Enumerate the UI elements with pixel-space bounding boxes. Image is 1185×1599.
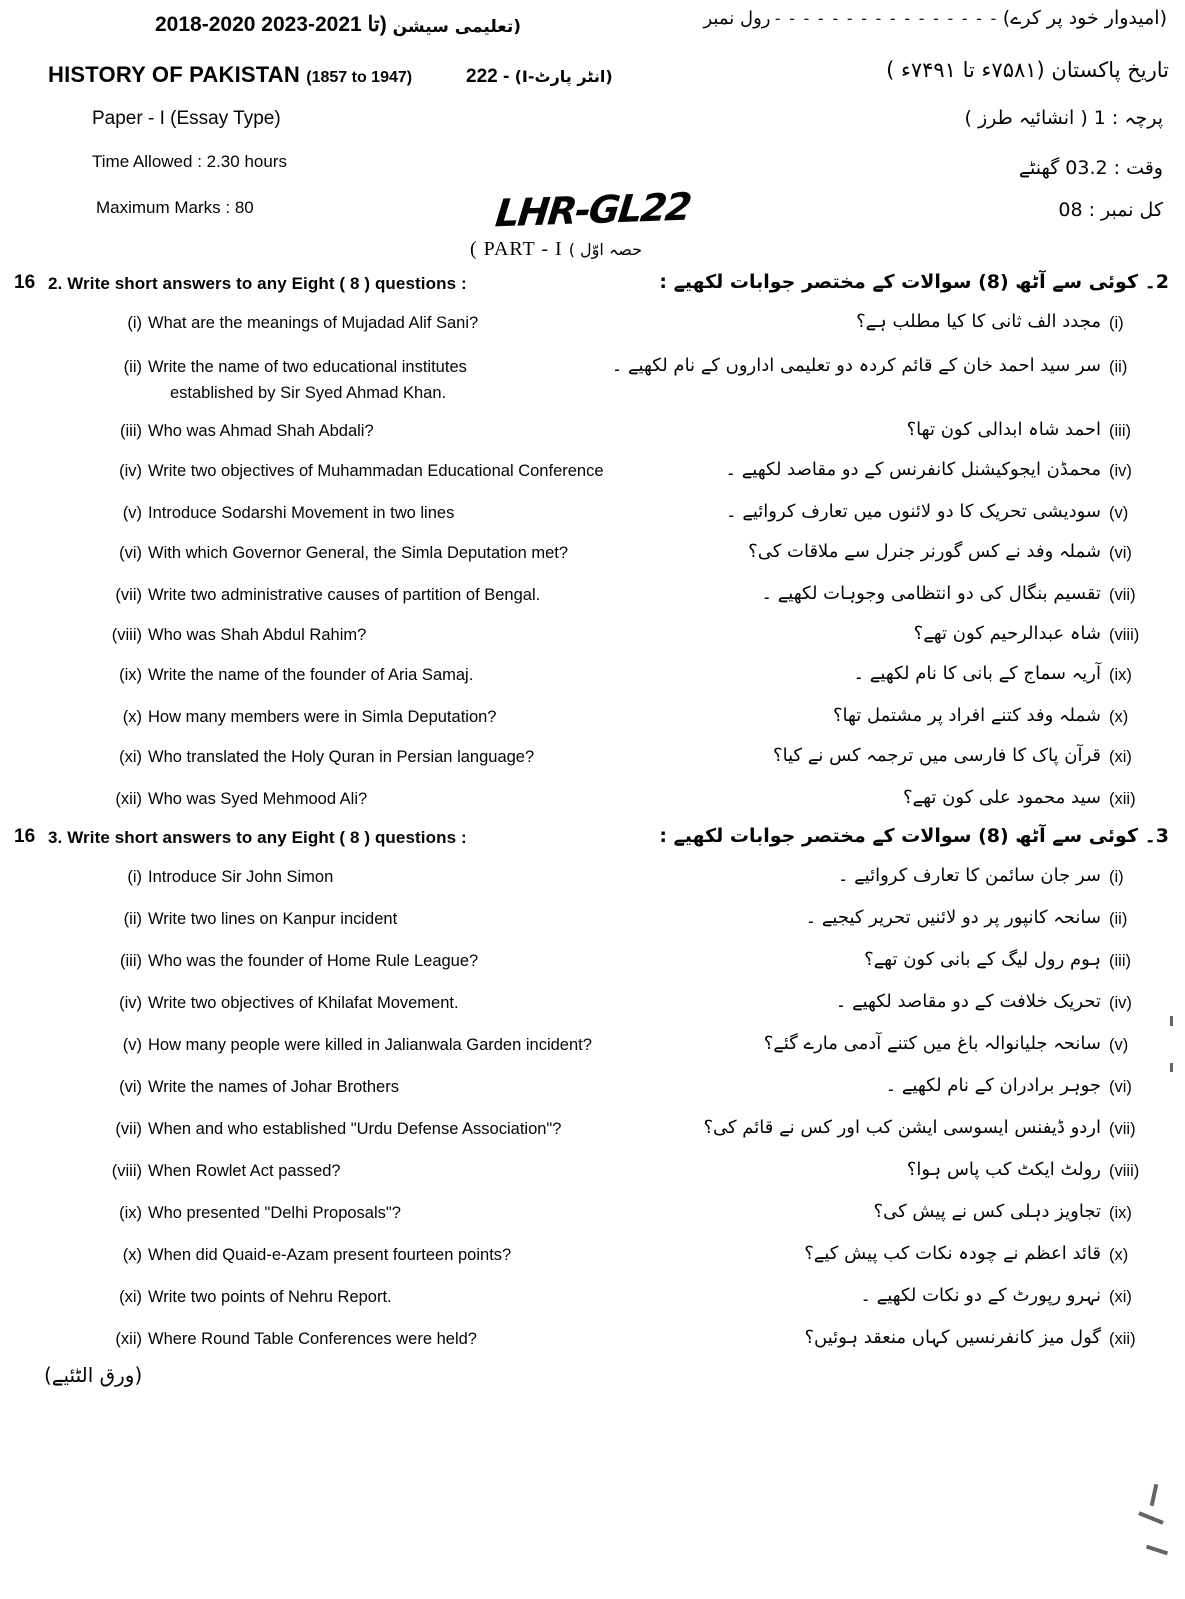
question-heading-urdu: 2۔ کوئی سے آٹھ (8) سوالات کے مختصر جوابات لکھیے : bbox=[659, 271, 1169, 293]
roll-number-dots: - - - - - - - - - - - - - - - - bbox=[774, 9, 999, 28]
item-text-english: How many people were killed in Jalianwala Garden incident? bbox=[148, 1036, 592, 1054]
item-number-english: (xii) bbox=[115, 1330, 142, 1348]
part-heading-english: ( PART - I bbox=[470, 238, 563, 260]
item-text-english: How many members were in Simla Deputation? bbox=[148, 708, 497, 726]
item-text-english-continued: established by Sir Syed Ahmad Khan. bbox=[170, 384, 447, 402]
item-text-urdu: شملہ وفد نے کس گورنر جنرل سے ملاقات کی؟ bbox=[748, 541, 1101, 562]
item-number-english: (ix) bbox=[119, 1204, 142, 1222]
scan-speckle bbox=[1170, 1063, 1173, 1072]
item-text-urdu: نہرو رپورٹ کے دو نکات لکھیے ۔ bbox=[860, 1285, 1101, 1306]
item-number-english: (xi) bbox=[119, 1288, 142, 1306]
item-number-english: (ii) bbox=[123, 910, 142, 928]
item-number-english: (iv) bbox=[119, 994, 142, 1012]
item-number-english: (iii) bbox=[120, 952, 142, 970]
item-text-english: Write the name of two educational institutes bbox=[148, 358, 467, 376]
session-label-urdu: (تعلیمی سیشن bbox=[392, 17, 522, 37]
item-text-english: When and who established "Urdu Defense Association"? bbox=[148, 1120, 562, 1138]
item-number-urdu: (vi) bbox=[1109, 1078, 1132, 1096]
item-number-english: (viii) bbox=[111, 626, 142, 644]
item-number-urdu: (ii) bbox=[1109, 910, 1128, 928]
item-number-english: (vi) bbox=[119, 544, 142, 562]
item-text-urdu: سر جان سائمن کا تعارف کروائیے ۔ bbox=[837, 865, 1101, 886]
item-number-english: (viii) bbox=[111, 1162, 142, 1180]
question-marks: 16 bbox=[14, 826, 36, 847]
item-number-urdu: (x) bbox=[1109, 1246, 1129, 1264]
item-text-english: Write two points of Nehru Report. bbox=[148, 1288, 392, 1306]
item-number-english: (i) bbox=[127, 314, 142, 332]
item-text-urdu: اردو ڈیفنس ایسوسی ایشن کب اور کس نے قائم کی؟ bbox=[703, 1117, 1101, 1138]
item-text-urdu: آریہ سماج کے بانی کا نام لکھیے ۔ bbox=[853, 663, 1101, 684]
item-number-english: (vii) bbox=[115, 1120, 142, 1138]
item-text-english: Write the names of Johar Brothers bbox=[148, 1078, 399, 1096]
page-title-urdu: تاریخ پاکستان (۱۸۵۷ء تا ۱۹۴۷ء ) bbox=[886, 58, 1169, 82]
paper-type-english: Paper - I (Essay Type) bbox=[92, 108, 281, 129]
item-text-english: What are the meanings of Mujadad Alif Sani? bbox=[148, 314, 479, 332]
item-text-english: Write two lines on Kanpur incident bbox=[148, 910, 398, 928]
item-number-urdu: (i) bbox=[1109, 868, 1124, 886]
item-text-english: Write two objectives of Muhammadan Educational Conference bbox=[148, 462, 604, 480]
item-number-english: (iii) bbox=[120, 422, 142, 440]
item-text-urdu: شاہ عبدالرحیم کون تھے؟ bbox=[913, 623, 1101, 644]
item-number-english: (x) bbox=[122, 708, 142, 726]
item-number-urdu: (ii) bbox=[1109, 358, 1128, 376]
item-text-urdu: سانحہ جلیانوالہ باغ میں کتنے آدمی مارے گئے؟ bbox=[763, 1033, 1101, 1054]
item-number-urdu: (xii) bbox=[1109, 1330, 1136, 1348]
paper-code-number: 222 - bbox=[466, 66, 510, 87]
item-text-english: When did Quaid-e-Azam present fourteen points? bbox=[148, 1246, 512, 1264]
question-marks: 16 bbox=[14, 272, 36, 293]
item-number-urdu: (x) bbox=[1109, 708, 1129, 726]
maximum-marks-english: Maximum Marks : 80 bbox=[96, 198, 254, 217]
item-number-urdu: (viii) bbox=[1109, 626, 1140, 644]
item-text-urdu: تقسیم بنگال کی دو انتظامی وجوہات لکھیے ۔ bbox=[761, 583, 1101, 604]
item-number-urdu: (ix) bbox=[1109, 666, 1132, 684]
maximum-marks-urdu: کل نمبر : 80 bbox=[1058, 199, 1163, 221]
item-number-english: (ix) bbox=[119, 666, 142, 684]
item-number-urdu: (iv) bbox=[1109, 994, 1132, 1012]
item-number-urdu: (i) bbox=[1109, 314, 1124, 332]
item-text-urdu: رولٹ ایکٹ کب پاس ہوا؟ bbox=[906, 1159, 1101, 1180]
item-text-english: Who was Shah Abdul Rahim? bbox=[148, 626, 367, 644]
paper-code bbox=[466, 66, 613, 88]
item-text-urdu: جوہر برادران کے نام لکھیے ۔ bbox=[885, 1075, 1101, 1096]
item-number-english: (xi) bbox=[119, 748, 142, 766]
title-main: HISTORY OF PAKISTAN bbox=[48, 62, 300, 87]
turn-over-note: (ورق الٹئیے) bbox=[44, 1363, 143, 1387]
item-text-urdu: قرآن پاک کا فارسی میں ترجمہ کس نے کیا؟ bbox=[773, 745, 1101, 766]
scan-speckle bbox=[1150, 1484, 1158, 1506]
item-number-urdu: (vi) bbox=[1109, 544, 1132, 562]
item-text-english: With which Governor General, the Simla Deputation met? bbox=[148, 544, 569, 562]
question-heading-english: 2. Write short answers to any Eight ( 8 ) questions : bbox=[48, 274, 467, 293]
item-number-urdu: (iii) bbox=[1109, 422, 1131, 440]
scan-speckle bbox=[1170, 1016, 1173, 1026]
item-text-urdu: شملہ وفد کتنے افراد پر مشتمل تھا؟ bbox=[832, 705, 1101, 726]
item-text-urdu: سید محمود علی کون تھے؟ bbox=[902, 787, 1101, 808]
item-text-urdu: تجاویز دہلی کس نے پیش کی؟ bbox=[873, 1201, 1101, 1222]
item-text-english: Write two objectives of Khilafat Movement. bbox=[148, 994, 459, 1012]
item-text-english: Who presented "Delhi Proposals"? bbox=[148, 1204, 401, 1222]
item-text-english: When Rowlet Act passed? bbox=[148, 1162, 341, 1180]
item-number-english: (v) bbox=[122, 504, 142, 522]
part-heading bbox=[470, 238, 642, 261]
item-text-english: Introduce Sir John Simon bbox=[148, 868, 334, 886]
item-text-urdu: سانحہ کانپور پر دو لائنیں تحریر کیجیے ۔ bbox=[805, 907, 1101, 928]
roll-number-label: رول نمبر bbox=[703, 8, 771, 29]
centre-stamp: LHR-GL22 bbox=[493, 184, 693, 236]
item-number-urdu: (iv) bbox=[1109, 462, 1132, 480]
item-text-urdu: محمڈن ایجوکیشنل کانفرنس کے دو مقاصد لکھیے ۔ bbox=[725, 459, 1101, 480]
item-number-english: (ii) bbox=[123, 358, 142, 376]
item-number-urdu: (vii) bbox=[1109, 1120, 1136, 1138]
item-text-english: Write two administrative causes of partition of Bengal. bbox=[148, 586, 541, 604]
item-text-urdu: تحریک خلافت کے دو مقاصد لکھیے ۔ bbox=[835, 991, 1101, 1012]
item-number-english: (xii) bbox=[115, 790, 142, 808]
session-line bbox=[155, 12, 521, 37]
item-number-urdu: (xii) bbox=[1109, 790, 1136, 808]
paper-type-urdu: پرچہ : 1 ( انشائیہ طرز ) bbox=[964, 107, 1163, 129]
item-number-urdu: (ix) bbox=[1109, 1204, 1132, 1222]
item-text-english: Who was Syed Mehmood Ali? bbox=[148, 790, 368, 808]
title-years: (1857 to 1947) bbox=[306, 69, 413, 86]
item-text-english: Who was the founder of Home Rule League? bbox=[148, 952, 479, 970]
item-text-urdu: سودیشی تحریک کا دو لائنوں میں تعارف کروائیے ۔ bbox=[726, 501, 1101, 522]
item-text-urdu: گول میز کانفرنسیں کہاں منعقد ہوئیں؟ bbox=[804, 1327, 1101, 1348]
item-number-urdu: (v) bbox=[1109, 1036, 1129, 1054]
page-title-english bbox=[48, 62, 412, 88]
item-number-urdu: (iii) bbox=[1109, 952, 1131, 970]
item-text-english: Who translated the Holy Quran in Persian language? bbox=[148, 748, 535, 766]
item-text-urdu: ہوم رول لیگ کے بانی کون تھے؟ bbox=[864, 949, 1101, 970]
item-number-urdu: (xi) bbox=[1109, 1288, 1132, 1306]
part-heading-urdu: حصہ اوّل ) bbox=[568, 240, 643, 259]
roll-note: (امیدوار خود پر کرے) bbox=[1002, 7, 1167, 29]
time-allowed-urdu: وقت : 2.30 گھنٹے bbox=[1018, 157, 1163, 179]
item-number-english: (v) bbox=[122, 1036, 142, 1054]
scan-speckle bbox=[1146, 1545, 1168, 1556]
item-text-english: Who was Ahmad Shah Abdali? bbox=[148, 422, 374, 440]
item-number-english: (vi) bbox=[119, 1078, 142, 1096]
scan-speckle bbox=[1138, 1511, 1164, 1524]
session-years: 2018-2020 تا 2021-2023) bbox=[155, 13, 387, 36]
roll-number-line bbox=[567, 8, 1167, 30]
item-number-urdu: (xi) bbox=[1109, 748, 1132, 766]
item-number-urdu: (viii) bbox=[1109, 1162, 1140, 1180]
item-number-english: (x) bbox=[122, 1246, 142, 1264]
item-text-urdu: احمد شاہ ابدالی کون تھا؟ bbox=[906, 419, 1101, 440]
question-heading-urdu: 3۔ کوئی سے آٹھ (8) سوالات کے مختصر جوابات لکھیے : bbox=[659, 825, 1169, 847]
paper-code-urdu: (انٹر پارٹ-I) bbox=[514, 67, 613, 86]
time-allowed-english: Time Allowed : 2.30 hours bbox=[92, 152, 287, 171]
question-heading-english: 3. Write short answers to any Eight ( 8 ) questions : bbox=[48, 828, 467, 847]
item-text-english: Introduce Sodarshi Movement in two lines bbox=[148, 504, 455, 522]
item-text-urdu: قائد اعظم نے چودہ نکات کب پیش کیے؟ bbox=[804, 1243, 1101, 1264]
item-number-english: (iv) bbox=[119, 462, 142, 480]
item-number-urdu: (v) bbox=[1109, 504, 1129, 522]
item-text-english: Where Round Table Conferences were held? bbox=[148, 1330, 477, 1348]
item-number-urdu: (vii) bbox=[1109, 586, 1136, 604]
item-text-urdu: مجدد الف ثانی کا کیا مطلب ہے؟ bbox=[856, 311, 1101, 332]
item-text-english: Write the name of the founder of Aria Samaj. bbox=[148, 666, 474, 684]
item-number-english: (vii) bbox=[115, 586, 142, 604]
item-text-urdu: سر سید احمد خان کے قائم کردہ دو تعلیمی اداروں کے نام لکھیے ۔ bbox=[611, 355, 1101, 376]
item-number-english: (i) bbox=[127, 868, 142, 886]
